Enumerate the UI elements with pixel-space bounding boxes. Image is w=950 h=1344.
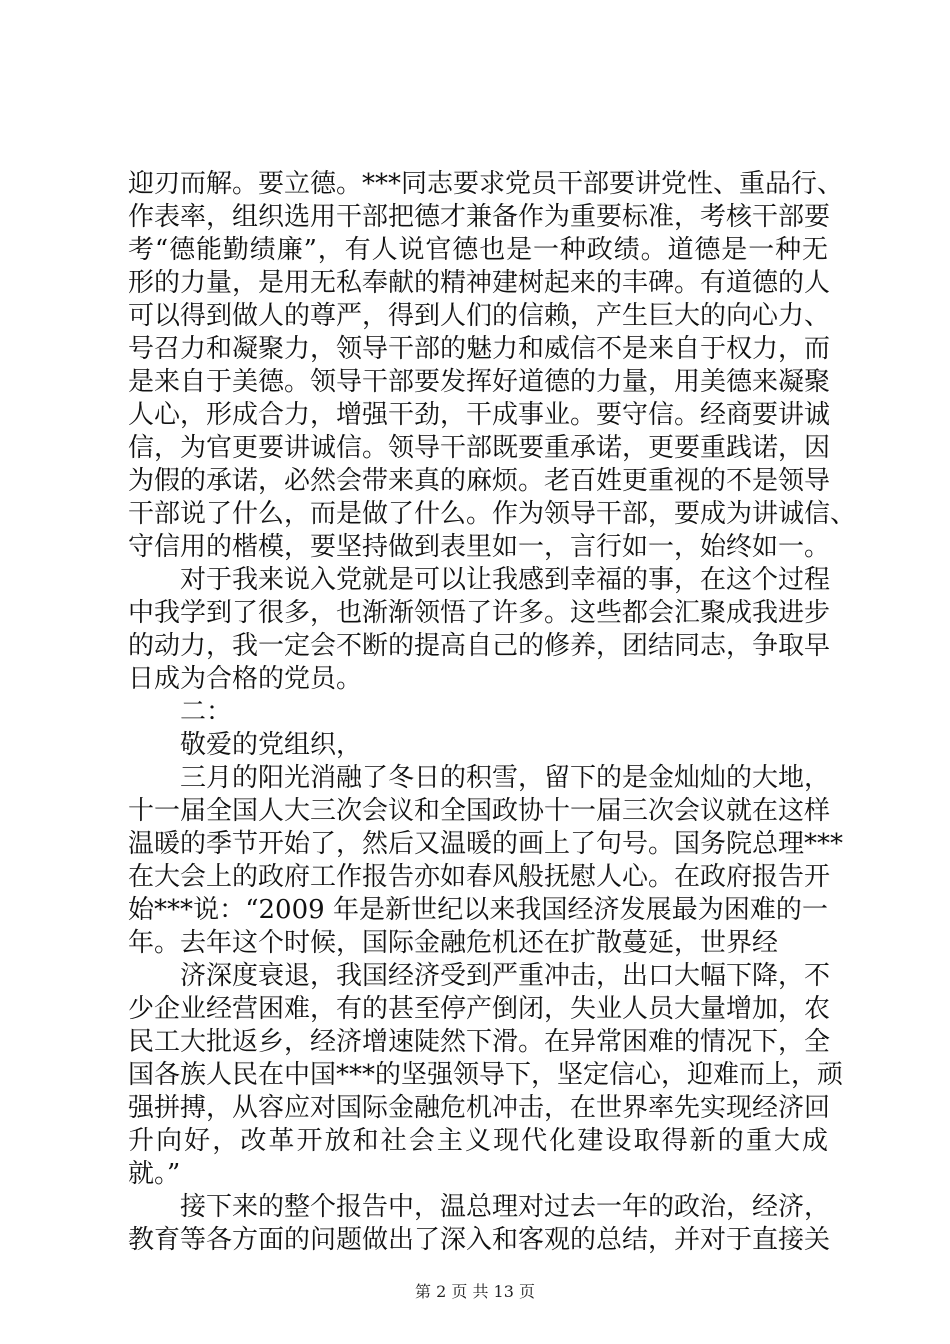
text-line: 年。去年这个时候，国际金融危机还在扩散蔓延，世界经 bbox=[128, 928, 779, 958]
text-line: 就。” bbox=[128, 1159, 181, 1189]
paragraph-start-line: 接下来的整个报告中，温总理对过去一年的政治，经济， bbox=[180, 1192, 831, 1222]
text-line: 人心，形成合力，增强干劲，干成事业。要守信。经商要讲诚 bbox=[128, 400, 831, 430]
document-body bbox=[128, 168, 857, 1257]
salutation: 敬爱的党组织， bbox=[180, 730, 363, 760]
text-line: 守信用的楷模，要坚持做到表里如一，言行如一，始终如一。 bbox=[128, 532, 831, 562]
text-line: 为假的承诺，必然会带来真的麻烦。老百姓更重视的不是领导 bbox=[128, 466, 831, 496]
page-number-label: 第 2 页 共 13 页 bbox=[415, 1282, 535, 1301]
text-line: 是来自于美德。领导干部要发挥好道德的力量，用美德来凝聚 bbox=[128, 367, 831, 397]
text-line: 始***说：“2009 年是新世纪以来我国经济发展最为困难的一 bbox=[128, 895, 828, 925]
text-line: 的动力，我一定会不断的提高自己的修养，团结同志，争取早 bbox=[128, 631, 831, 661]
paragraph-start-line: 对于我来说入党就是可以让我感到幸福的事，在这个过程 bbox=[180, 565, 831, 595]
text-line: 民工大批返乡，经济增速陡然下滑。在异常困难的情况下，全 bbox=[128, 1027, 831, 1057]
text-line: 国各族人民在中国***的坚强领导下，坚定信心，迎难而上，顽 bbox=[128, 1060, 844, 1090]
text-line: 干部说了什么，而是做了什么。作为领导干部，要成为讲诚信、 bbox=[128, 499, 857, 529]
text-line: 信，为官更要讲诚信。领导干部既要重承诺，更要重践诺，因 bbox=[128, 433, 831, 463]
paragraph-start-line: 三月的阳光消融了冬日的积雪，留下的是金灿灿的大地， bbox=[180, 763, 831, 793]
paragraph-start-line: 济深度衰退，我国经济受到严重冲击，出口大幅下降，不 bbox=[180, 961, 831, 991]
text-line: 升向好，改革开放和社会主义现代化建设取得新的重大成 bbox=[128, 1126, 828, 1156]
text-line: 考“德能勤绩廉”，有人说官德也是一种政绩。道德是一种无 bbox=[128, 235, 828, 265]
section-heading: 二： bbox=[180, 697, 233, 727]
text-line: 可以得到做人的尊严，得到人们的信赖，产生巨大的向心力、 bbox=[128, 301, 831, 331]
text-line: 教育等各方面的问题做出了深入和客观的总结，并对于直接关 bbox=[128, 1225, 831, 1255]
text-line: 中我学到了很多，也渐渐领悟了许多。这些都会汇聚成我进步 bbox=[128, 598, 831, 628]
text-line: 形的力量，是用无私奉献的精神建树起来的丰碑。有道德的人 bbox=[128, 268, 831, 298]
text-line: 十一届全国人大三次会议和全国政协十一届三次会议就在这样 bbox=[128, 796, 831, 826]
page-footer bbox=[0, 1279, 950, 1302]
text-line: 迎刃而解。要立德。***同志要求党员干部要讲党性、重品行、 bbox=[128, 169, 844, 199]
text-line: 作表率，组织选用干部把德才兼备作为重要标准，考核干部要 bbox=[128, 202, 831, 232]
text-line: 强拼搏，从容应对国际金融危机冲击，在世界率先实现经济回 bbox=[128, 1093, 831, 1123]
text-line: 号召力和凝聚力，领导干部的魅力和威信不是来自于权力，而 bbox=[128, 334, 831, 364]
text-line: 日成为合格的党员。 bbox=[128, 664, 363, 694]
text-line: 少企业经营困难，有的甚至停产倒闭，失业人员大量增加，农 bbox=[128, 994, 831, 1024]
text-line: 在大会上的政府工作报告亦如春风般抚慰人心。在政府报告开 bbox=[128, 862, 831, 892]
text-line: 温暖的季节开始了，然后又温暖的画上了句号。国务院总理*** bbox=[128, 829, 844, 859]
